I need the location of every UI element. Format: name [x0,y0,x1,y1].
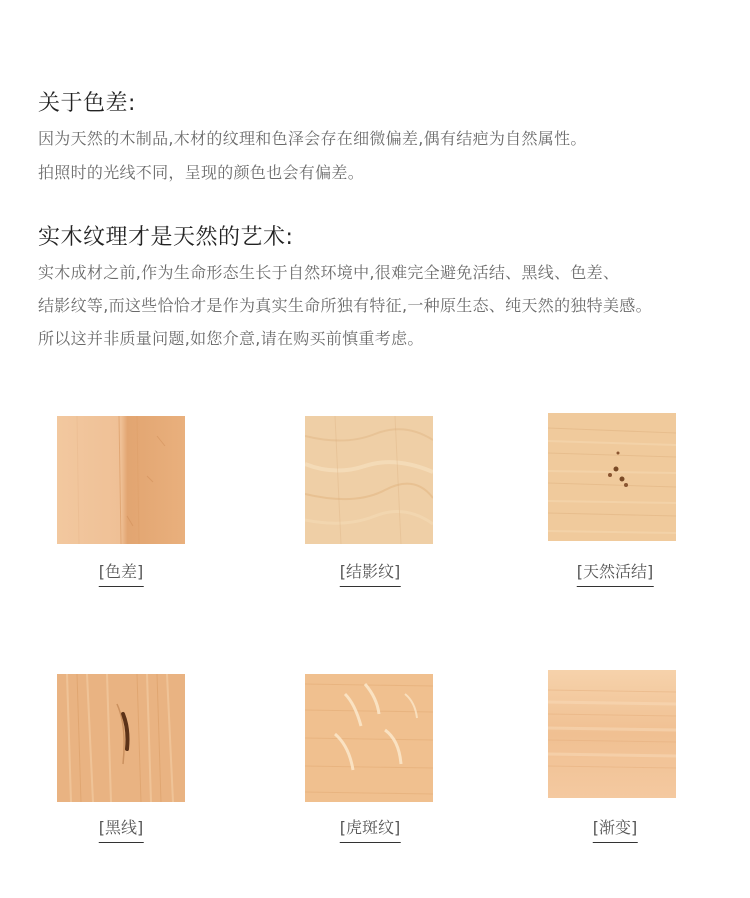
wood-swatch-black-line [57,674,185,802]
wood-grain-art-line-3: 所以这并非质量问题,如您介意,请在购买前慎重考虑。 [38,329,424,348]
caption-knot-shadow-grain: [结影纹] [340,562,401,587]
color-difference-title: 关于色差: [38,91,136,116]
wood-swatch-knot-shadow-grain [305,416,433,544]
wood-swatch-color-difference [57,416,185,544]
caption-gradient: [渐变] [593,818,638,843]
caption-color-difference: [色差] [99,562,144,587]
caption-black-line: [黑线] [99,818,144,843]
wood-grain-art-line-1: 实木成材之前,作为生命形态生长于自然环境中,很难完全避免活结、黑线、色差、 [38,263,620,282]
wood-grain-art-title: 实木纹理才是天然的艺术: [38,225,294,250]
caption-natural-live-knot: [天然活结] [577,562,654,587]
wood-swatch-gradient [548,670,676,798]
wood-swatch-natural-live-knot [548,413,676,541]
color-difference-line-1: 因为天然的木制品,木材的纹理和色泽会存在细微偏差,偶有结疤为自然属性。 [38,129,587,148]
wood-swatch-tiger-stripe [305,674,433,802]
wood-grain-art-line-2: 结影纹等,而这些恰恰才是作为真实生命所独有特征,一种原生态、纯天然的独特美感。 [38,296,652,315]
caption-tiger-stripe: [虎斑纹] [340,818,401,843]
color-difference-line-2: 拍照时的光线不同，呈现的颜色也会有偏差。 [38,163,365,182]
